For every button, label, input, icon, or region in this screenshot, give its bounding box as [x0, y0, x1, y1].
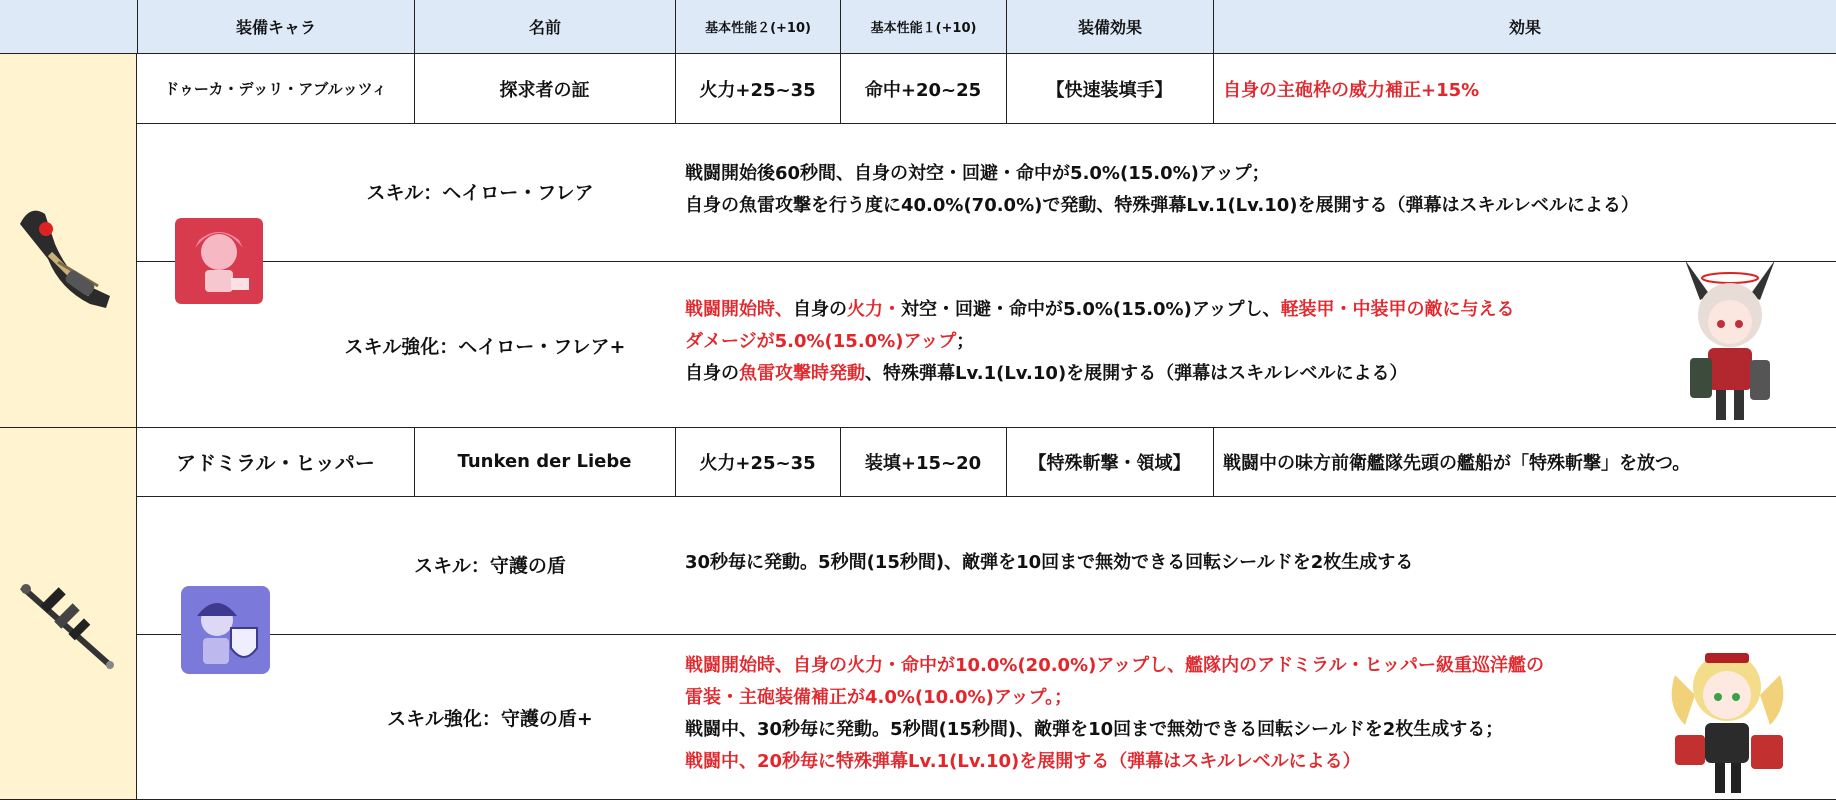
skill-plus-line: 戦闘中、20秒毎に特殊弾幕Lv.1(Lv.10)を展開する（弾幕はスキルレベルによる）: [685, 751, 1361, 772]
skill-plus-line: 雷装・主砲装備補正が4.0%(10.0%)アップ。；: [685, 687, 1073, 708]
skill-description: [685, 547, 1413, 579]
header-base1: 基本性能１(+10): [840, 0, 1006, 53]
table-header: [0, 0, 1836, 54]
base-stat-1: 装填+15~20: [864, 452, 982, 474]
effect-text: 戦闘中の味方前衛艦隊先頭の艦船が「特殊斬撃」を放つ。: [1223, 452, 1691, 474]
header-base2: 基本性能２(+10): [675, 0, 840, 53]
character-chibi-hipper: [1665, 635, 1790, 797]
skill-plus-description: [685, 294, 1515, 390]
skill-plus-label: スキル強化：ヘイロー・フレア+: [344, 336, 626, 358]
skill-plus-line: 戦闘中、30秒毎に発動。5秒間(15秒間)、敵弾を10回まで無効できる回転シールドを2枚生成する；: [685, 719, 1504, 740]
skill-label: スキル：守護の盾: [414, 555, 566, 577]
equip-effect: 【特殊斬撃・領域】: [1028, 452, 1191, 474]
equipment-name: Tunken der Liebe: [457, 451, 632, 472]
equipment-name: 探求者の証: [499, 79, 590, 101]
skill-icon-halo-flare: [175, 218, 263, 304]
skill-icon-guardian-shield: [181, 586, 270, 674]
skill-plus-line: 戦闘開始時、自身の火力・対空・回避・命中が5.0%(15.0%)アップし、軽装甲・中装甲の敵に与える: [685, 299, 1515, 320]
header-effect: 効果: [1213, 0, 1836, 53]
mechanical-arm-icon: [10, 184, 122, 314]
base-stat-2: 火力+25~35: [699, 79, 816, 101]
skill-plus-label: スキル強化：守護の盾+: [387, 708, 593, 730]
chara-name: アドミラル・ヒッパー: [176, 451, 375, 475]
header-chara: 装備キャラ: [137, 0, 414, 53]
skill-plus-line: 戦闘開始時、自身の火力・命中が10.0%(20.0%)アップし、艦隊内のアドミラル・ヒッパー級重巡洋艦の: [685, 655, 1545, 676]
base-stat-2: 火力+25~35: [699, 452, 816, 474]
anchor-rod-icon: [12, 567, 122, 677]
header-equip-effect: 装備効果: [1006, 0, 1213, 53]
chara-name: ドゥーカ・デッリ・アブルッツィ: [164, 80, 387, 98]
skill-line: 戦闘開始後60秒間、自身の対空・回避・命中が5.0%(15.0%)アップ；: [685, 163, 1270, 184]
character-chibi-abruzzi: [1670, 250, 1790, 425]
skill-plus-line: ダメージが5.0%(15.0%)アップ；: [685, 331, 975, 352]
equip-effect: 【快速装填手】: [1046, 79, 1173, 101]
skill-description: [685, 158, 1639, 222]
item-cell-2: [0, 427, 137, 800]
effect-text: 自身の主砲枠の威力補正+15%: [1223, 79, 1480, 101]
header-name: 名前: [414, 0, 675, 53]
skill-line: 自身の魚雷攻撃を行う度に40.0%(70.0%)で発動、特殊弾幕Lv.1(Lv.10)を展開する（弾幕はスキルレベルによる）: [685, 195, 1639, 216]
skill-label: スキル：ヘイロー・フレア: [366, 182, 594, 204]
base-stat-1: 命中+20~25: [864, 79, 982, 101]
item-cell-1: [0, 54, 137, 427]
skill-plus-description: [685, 650, 1544, 778]
skill-plus-line: 自身の魚雷攻撃時発動、特殊弾幕Lv.1(Lv.10)を展開する（弾幕はスキルレベルによる）: [685, 363, 1408, 384]
skill-line: 30秒毎に発動。5秒間(15秒間)、敵弾を10回まで無効できる回転シールドを2枚生成する: [685, 552, 1414, 573]
